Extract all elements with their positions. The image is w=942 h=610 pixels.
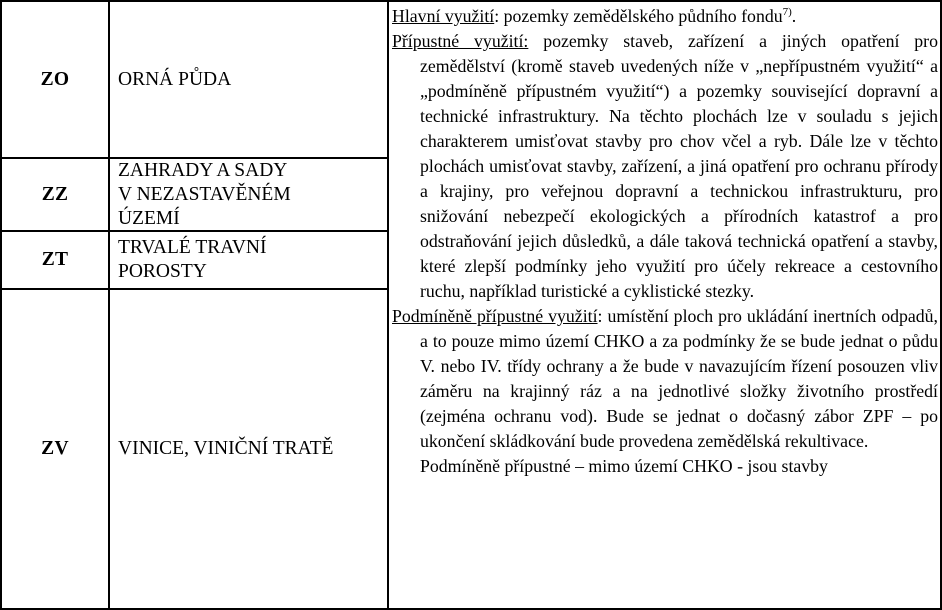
code-cell-zo	[2, 2, 110, 159]
section-heading: Hlavní využití	[392, 6, 495, 26]
label-cell-trvale-travni-porosty	[110, 232, 389, 290]
label-line: ÚZEMÍ	[118, 207, 180, 229]
code-zz: ZZ	[41, 183, 69, 205]
label-line: TRVALÉ TRAVNÍ	[118, 237, 267, 258]
section-pripustne-vyuziti	[392, 29, 938, 304]
code-zt: ZT	[41, 249, 69, 270]
section-heading: Podmíněně přípustné využití	[392, 306, 598, 326]
section-tail: .	[791, 6, 797, 26]
code-cell-zt	[2, 232, 110, 290]
label-cell-zahrady-a-sady	[110, 159, 389, 232]
heading-separator: :	[494, 6, 504, 26]
section-heading: Přípustné využití:	[392, 31, 529, 51]
label-line: VINICE, VINIČNÍ TRATĚ	[118, 438, 334, 459]
label-line: ZAHRADY A SADY	[118, 159, 288, 181]
code-zv: ZV	[41, 438, 69, 459]
section-podminene-pripustne-mimo-chko	[392, 454, 938, 479]
section-body: pozemky staveb, zařízení a jiných opatření pro zemědělství (kromě staveb uvedených níže v „nepřípustném využití“ a „podmíněně přípustném využití“) a pozemky související dopravní a technické infrastruktury. Na těchto plochách lze v souladu s jejich charakterem umisťovat stavby pro chov včel a ryb. Dále lze v těchto plochách umisťovat stavby, zařízení, a jiná opatření pro ochranu přírody a krajiny, pro veřejnou dopravní a technickou infrastrukturu, pro snižování nebezpečí ekologických a přírodních katastrof a pro odstraňování jejich důsledků, a dále taková technická opatření a stavby, které zlepší podmínky jeho využití pro účely rekreace a cestovního ruchu, například turistické a cyklistické stezky.	[420, 31, 938, 301]
label-cell-vinice	[110, 290, 389, 608]
code-zo: ZO	[40, 68, 70, 90]
section-podminene-pripustne-vyuziti	[392, 304, 938, 454]
code-cell-zv	[2, 290, 110, 608]
label-line: POROSTY	[118, 261, 207, 282]
footnote-ref: 7)	[782, 6, 792, 19]
label-line: V NEZASTAVĚNÉM	[118, 183, 291, 205]
section-body: pozemky zemědělského půdního fondu	[503, 6, 783, 26]
label-cell-orna-puda	[110, 2, 389, 159]
section-body: umístění ploch pro ukládání inertních odpadů, a to pouze mimo území CHKO a za podmínky že se bude jednat o půdu V. nebo IV. třídy ochrany a že bude v navazujícím řízení posouzen vliv záměru na krajinný ráz a na jednotlivé složky životního prostředí (zejména ochranu vod). Bude se jednat o dočasný zábor ZPF – po ukončení skládkování bude provedena zemědělská rekultivace.	[420, 306, 938, 451]
heading-separator	[528, 31, 543, 51]
label-line: ORNÁ PŮDA	[118, 68, 232, 90]
heading-separator: :	[597, 306, 608, 326]
usage-details-cell	[389, 2, 940, 608]
section-hlavni-vyuziti	[392, 4, 938, 29]
code-cell-zz	[2, 159, 110, 232]
section-body: Podmíněně přípustné – mimo území CHKO - jsou stavby	[420, 456, 828, 476]
